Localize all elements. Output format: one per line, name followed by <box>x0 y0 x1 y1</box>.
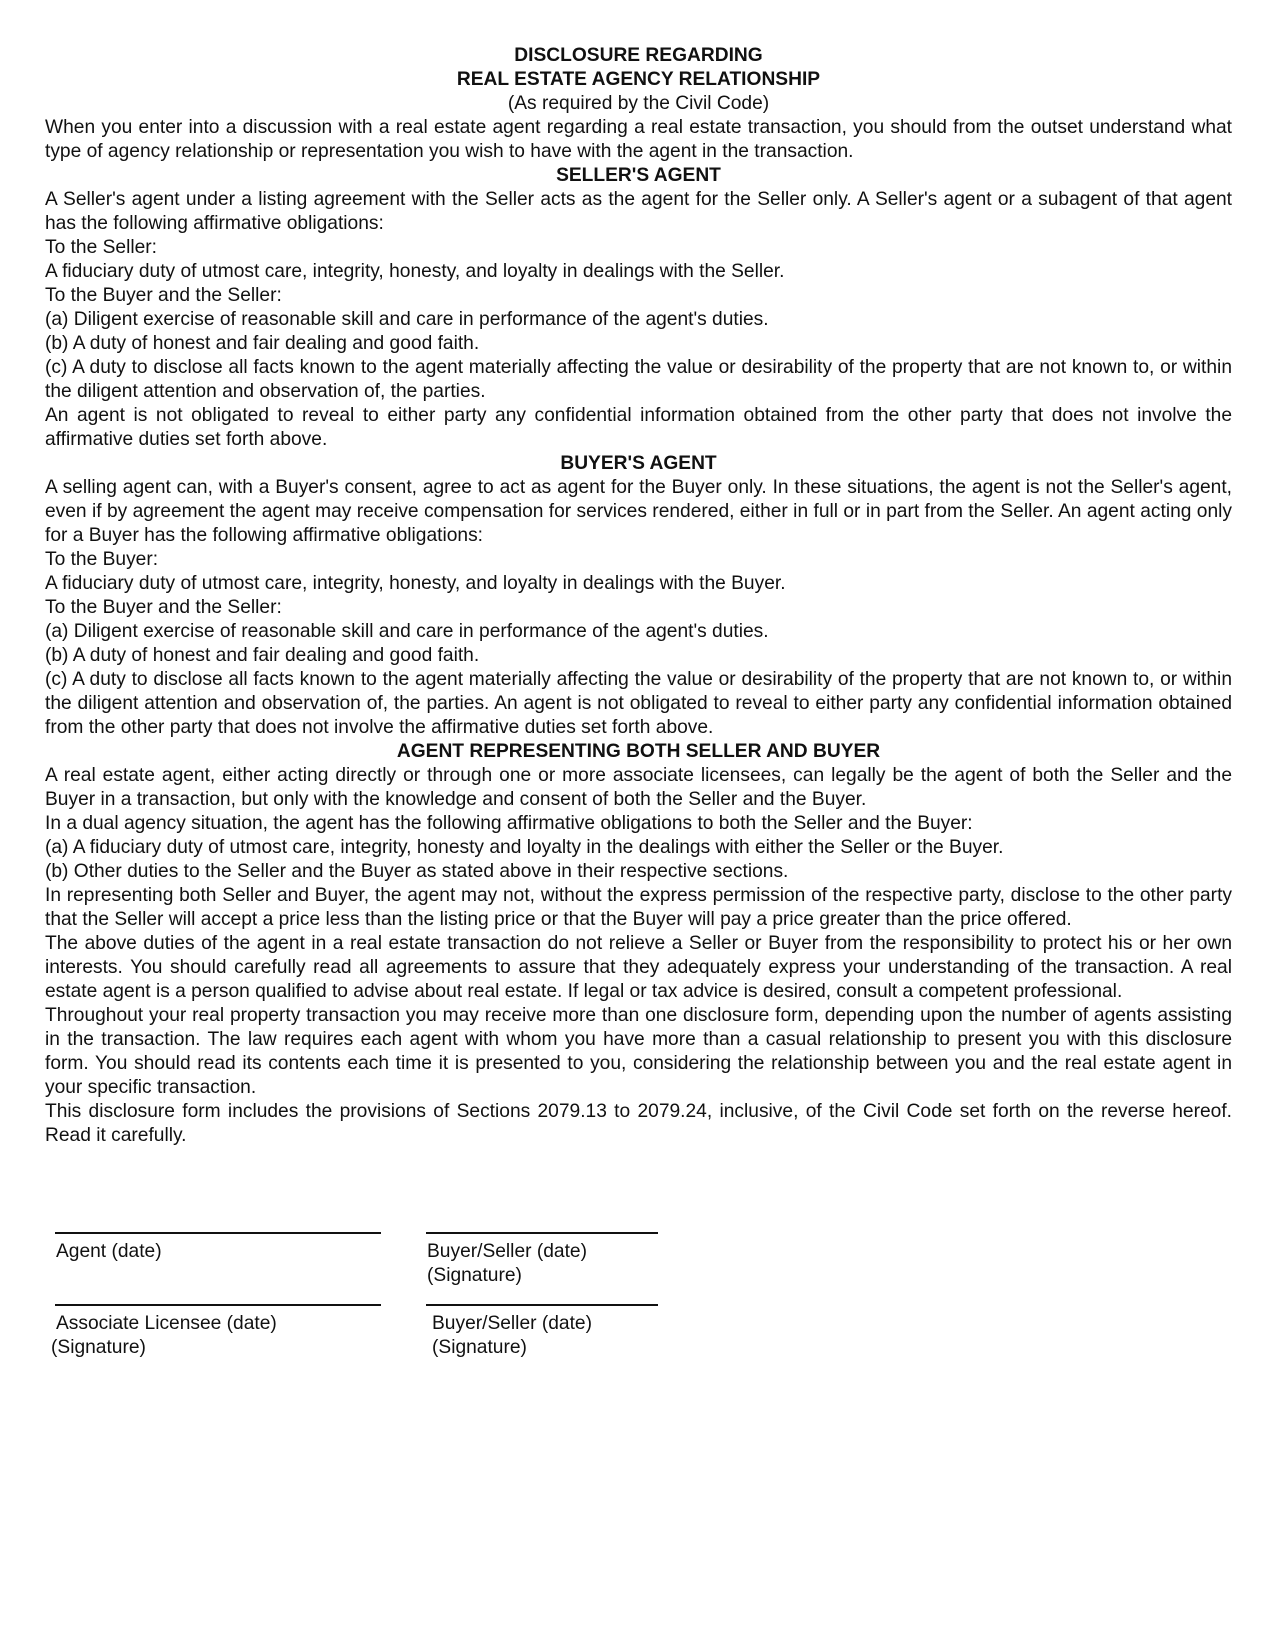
document-title-line-2: REAL ESTATE AGENCY RELATIONSHIP <box>456 69 821 90</box>
dual-agent-heading: AGENT REPRESENTING BOTH SELLER AND BUYER <box>396 741 881 762</box>
buyer-seller-2-signature-caption: (Signature) <box>432 1337 527 1358</box>
intro-paragraph: When you enter into a discussion with a real estate agent regarding a real estate transaction, you should from the outset understand what type of agency relationship or representation you wish to have with the agent in the transaction. <box>45 117 1232 162</box>
sellers-agent-paragraph: To the Buyer and the Seller: <box>45 285 282 306</box>
dual-agent-paragraph: In a dual agency situation, the agent has the following affirmative obligations to both the Seller and the Buyer: <box>45 813 973 834</box>
buyers-agent-heading: BUYER'S AGENT <box>560 453 717 474</box>
document-subtitle: (As required by the Civil Code) <box>507 93 770 114</box>
agent-signature-line[interactable] <box>55 1232 381 1234</box>
sellers-agent-paragraph: A Seller's agent under a listing agreement with the Seller acts as the agent for the Seller only. A Seller's agent or a subagent of that agent has the following affirmative obligations: <box>45 189 1232 234</box>
buyers-agent-paragraph: (c) A duty to disclose all facts known to the agent materially affecting the value or desirability of the property that are not known to, or within the diligent attention and observation of, the parties. An agent is not obligated to reveal to either party any confidential information obtained from the other party that does not involve the affirmative duties set forth above. <box>45 669 1232 738</box>
associate-licensee-signature-caption: (Signature) <box>51 1337 146 1358</box>
buyers-agent-paragraph: A selling agent can, with a Buyer's consent, agree to act as agent for the Buyer only. In these situations, the agent is not the Seller's agent, even if by agreement the agent may receive compensation for services rendered, either in full or in part from the Seller. An agent acting only for a Buyer has the following affirmative obligations: <box>45 477 1232 546</box>
dual-agent-paragraph: This disclosure form includes the provisions of Sections 2079.13 to 2079.24, inclusive, of the Civil Code set forth on the reverse hereof. Read it carefully. <box>45 1101 1232 1146</box>
buyers-agent-paragraph: To the Buyer and the Seller: <box>45 597 282 618</box>
associate-licensee-signature-label: Associate Licensee (date) <box>56 1313 277 1334</box>
buyer-seller-2-signature-label: Buyer/Seller (date) <box>432 1313 592 1334</box>
sellers-agent-paragraph: To the Seller: <box>45 237 157 258</box>
associate-licensee-signature-line[interactable] <box>55 1304 381 1306</box>
disclosure-document <box>45 44 1232 1148</box>
dual-agent-paragraph: (a) A fiduciary duty of utmost care, integrity, honesty and loyalty in the dealings with either the Seller or the Buyer. <box>45 837 1004 858</box>
buyers-agent-paragraph: To the Buyer: <box>45 549 159 570</box>
dual-agent-paragraph: (b) Other duties to the Seller and the Buyer as stated above in their respective sections. <box>45 861 789 882</box>
buyer-seller-1-signature-caption: (Signature) <box>427 1265 522 1286</box>
sellers-agent-paragraph: (c) A duty to disclose all facts known to the agent materially affecting the value or desirability of the property that are not known to, or within the diligent attention and observation of, the parties. <box>45 357 1232 402</box>
buyers-agent-paragraph: (b) A duty of honest and fair dealing and good faith. <box>45 645 480 666</box>
buyer-seller-2-signature-line[interactable] <box>426 1304 658 1306</box>
dual-agent-paragraph: In representing both Seller and Buyer, the agent may not, without the express permission of the respective party, disclose to the other party that the Seller will accept a price less than the listing price or that the Buyer will pay a price greater than the price offered. <box>45 885 1232 930</box>
document-title-line-1: DISCLOSURE REGARDING <box>514 45 763 66</box>
buyer-seller-1-signature-line[interactable] <box>426 1232 658 1234</box>
sellers-agent-heading: SELLER'S AGENT <box>556 165 721 186</box>
buyers-agent-paragraph: A fiduciary duty of utmost care, integrity, honesty, and loyalty in dealings with the Buyer. <box>45 573 786 594</box>
sellers-agent-paragraph: (b) A duty of honest and fair dealing and good faith. <box>45 333 480 354</box>
sellers-agent-paragraph: An agent is not obligated to reveal to either party any confidential information obtained from the other party that does not involve the affirmative duties set forth above. <box>45 405 1232 450</box>
dual-agent-paragraph: The above duties of the agent in a real estate transaction do not relieve a Seller or Buyer from the responsibility to protect his or her own interests. You should carefully read all agreements to assure that they adequately express your understanding of the transaction. A real estate agent is a person qualified to advise about real estate. If legal or tax advice is desired, consult a competent professional. <box>45 933 1232 1002</box>
dual-agent-paragraph: Throughout your real property transaction you may receive more than one disclosure form, depending upon the number of agents assisting in the transaction. The law requires each agent with whom you have more than a casual relationship to present you with this disclosure form. You should read its contents each time it is presented to you, considering the relationship between you and the real estate agent in your specific transaction. <box>45 1005 1232 1098</box>
sellers-agent-paragraph: A fiduciary duty of utmost care, integrity, honesty, and loyalty in dealings with the Seller. <box>45 261 785 282</box>
dual-agent-paragraph: A real estate agent, either acting directly or through one or more associate licensees, can legally be the agent of both the Seller and the Buyer in a transaction, but only with the knowledge and consent of both the Seller and the Buyer. <box>45 765 1232 810</box>
agent-signature-label: Agent (date) <box>56 1241 162 1262</box>
sellers-agent-paragraph: (a) Diligent exercise of reasonable skill and care in performance of the agent's duties. <box>45 309 769 330</box>
buyer-seller-1-signature-label: Buyer/Seller (date) <box>427 1241 587 1262</box>
buyers-agent-paragraph: (a) Diligent exercise of reasonable skill and care in performance of the agent's duties. <box>45 621 769 642</box>
